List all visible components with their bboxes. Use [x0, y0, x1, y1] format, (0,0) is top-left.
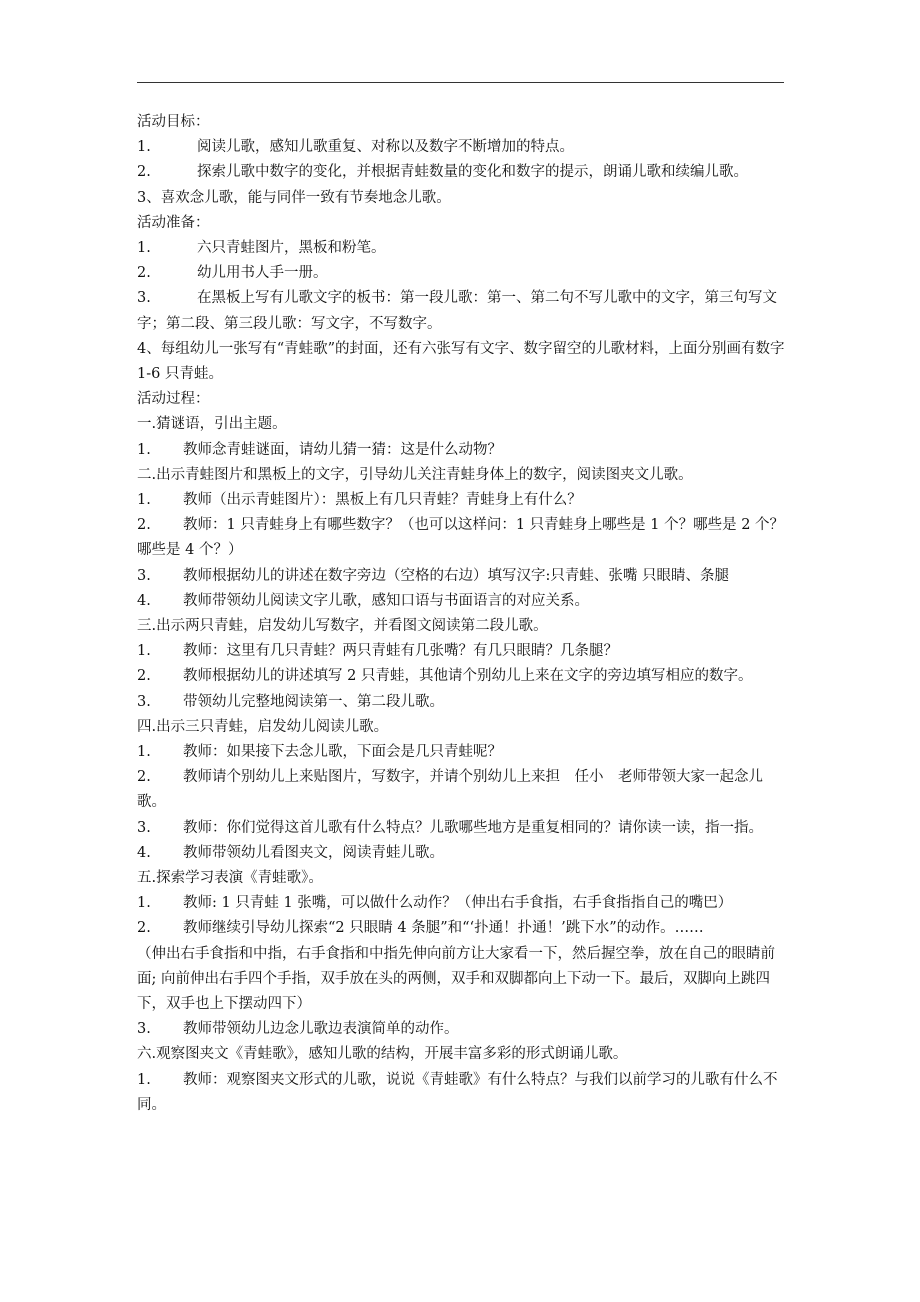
section-item	[137, 690, 785, 715]
item-text: 教师继续引导幼儿探索“2 只眼睛 4 条腿”和“‘扑通！扑通！’跳下水”的动作。……	[183, 920, 704, 937]
prep-item-4: 4、每组幼儿一张写有“青蛙歌”的封面，还有六张写有文字、数字留空的儿歌材料，上面分别画有数字 1-6 只青蛙。	[137, 340, 785, 382]
item-text: 教师带领幼儿边念儿歌边表演简单的动作。	[183, 1021, 459, 1038]
item-number: 3.	[137, 1021, 151, 1038]
prep-item	[137, 236, 785, 261]
process-heading: 活动过程：	[137, 391, 210, 408]
item-number: 3.	[137, 290, 151, 307]
document-body	[137, 110, 785, 1118]
prep-item	[137, 261, 785, 286]
section-item	[137, 740, 785, 765]
prep-heading: 活动准备：	[137, 214, 210, 231]
item-text: 阅读儿歌，感知儿歌重复、对称以及数字不断增加的特点。	[197, 139, 574, 156]
section-item	[137, 513, 785, 563]
section-title: 五.探索学习表演《青蛙歌》。	[137, 869, 323, 886]
section-item	[137, 564, 785, 589]
section-item	[137, 639, 785, 664]
item-number: 1.	[137, 441, 151, 458]
item-text: 教师（出示青蛙图片）：黑板上有几只青蛙？青蛙身上有什么？	[183, 491, 582, 508]
item-number: 4.	[137, 592, 151, 609]
item-number: 1.	[137, 895, 151, 912]
item-text: 教师请个别幼儿上来贴图片，写数字，并请个别幼儿上来担 任小 老师带领大家一起念儿歌。	[137, 769, 763, 811]
section-item	[137, 1017, 785, 1042]
section-item	[137, 916, 785, 941]
header-rule	[137, 82, 784, 83]
section-title: 三.出示两只青蛙，启发幼儿写数字，并看图文阅读第二段儿歌。	[137, 617, 548, 634]
item-text: 教师带领幼儿阅读文字儿歌，感知口语与书面语言的对应关系。	[183, 592, 589, 609]
item-text: 带领幼儿完整地阅读第一、第二段儿歌。	[183, 693, 444, 710]
goal-heading: 活动目标：	[137, 114, 210, 130]
prep-item	[137, 286, 785, 336]
item-text: 六只青蛙图片，黑板和粉笔。	[197, 239, 386, 256]
section-title: 一.猜谜语，引出主题。	[137, 416, 287, 433]
section-title: 六.观察图夹文《青蛙歌》，感知儿歌的结构，开展丰富多彩的形式朗诵儿歌。	[137, 1046, 628, 1063]
section-title: 二.出示青蛙图片和黑板上的文字，引导幼儿关注青蛙身体上的数字，阅读图夹文儿歌。	[137, 466, 693, 483]
item-number: 3.	[137, 819, 151, 836]
section-item	[137, 841, 785, 866]
item-text: 教师根据幼儿的讲述在数字旁边（空格的右边）填写汉字:只青蛙、张嘴 只眼睛、条腿	[183, 567, 729, 584]
item-text: 教师：观察图夹文形式的儿歌，说说《青蛙歌》有什么特点？与我们以前学习的儿歌有什么不同。	[137, 1071, 778, 1113]
item-text: 在黑板上写有儿歌文字的板书：第一段儿歌：第一、第二句不写儿歌中的文字，第三句写文字；第二段、第三段儿歌：写文字，不写数字。	[137, 290, 777, 332]
item-text: 教师根据幼儿的讲述填写 2 只青蛙，其他请个别幼儿上来在文字的旁边填写相应的数字。	[183, 668, 753, 685]
item-text: 教师带领幼儿看图夹文，阅读青蛙儿歌。	[183, 844, 444, 861]
item-text: 教师: 1 只青蛙 1 张嘴，可以做什么动作？（伸出右手食指，右手食指指自己的嘴巴）	[183, 895, 733, 912]
section-item-continuation: （伸出右手食指和中指，右手食指和中指先伸向前方让大家看一下，然后握空拳，放在自己的眼睛前面; 向前伸出右手四个手指，双手放在头的两侧，双手和双脚都向上下动一下。最后，双脚向上跳四下，双手也上下摆动四下）	[137, 945, 775, 1012]
goal-item	[137, 160, 785, 185]
item-number: 4.	[137, 844, 151, 861]
item-text: 教师：1 只青蛙身上有哪些数字？（也可以这样问：1 只青蛙身上哪些是 1 个？哪些是 2 个？哪些是 4 个？）	[137, 517, 785, 559]
section-item	[137, 891, 785, 916]
item-text: 教师：这里有几只青蛙？两只青蛙有几张嘴？有几只眼睛？几条腿？	[183, 643, 618, 660]
section-title: 四.出示三只青蛙，启发幼儿阅读儿歌。	[137, 718, 389, 735]
item-text: 探索儿歌中数字的变化，并根据青蛙数量的变化和数字的提示，朗诵儿歌和续编儿歌。	[197, 164, 748, 181]
section-item	[137, 1068, 785, 1118]
section-item	[137, 488, 785, 513]
item-number: 2.	[137, 517, 151, 534]
item-text: 教师念青蛙谜面，请幼儿猜一猜：这是什么动物？	[183, 441, 502, 458]
item-number: 1.	[137, 643, 151, 660]
goal-item-3: 3、喜欢念儿歌，能与同伴一致有节奏地念儿歌。	[137, 189, 451, 206]
item-number: 3.	[137, 693, 151, 710]
item-number: 2.	[137, 769, 151, 786]
item-number: 2.	[137, 164, 151, 181]
section-item	[137, 589, 785, 614]
goal-item	[137, 135, 785, 160]
item-number: 2.	[137, 265, 151, 282]
section-item	[137, 664, 785, 689]
item-text: 幼儿用书人手一册。	[197, 265, 328, 282]
item-number: 1.	[137, 491, 151, 508]
item-number: 2.	[137, 920, 151, 937]
item-number: 2.	[137, 668, 151, 685]
section-item	[137, 438, 785, 463]
section-item	[137, 765, 785, 815]
item-text: 教师：如果接下去念儿歌，下面会是几只青蛙呢？	[183, 743, 502, 760]
item-number: 1.	[137, 743, 151, 760]
item-number: 1.	[137, 139, 151, 156]
section-item	[137, 816, 785, 841]
item-number: 1.	[137, 239, 151, 256]
item-number: 1.	[137, 1071, 151, 1088]
item-number: 3.	[137, 567, 151, 584]
item-text: 教师：你们觉得这首儿歌有什么特点？儿歌哪些地方是重复相同的？请你读一读，指一指。	[183, 819, 763, 836]
